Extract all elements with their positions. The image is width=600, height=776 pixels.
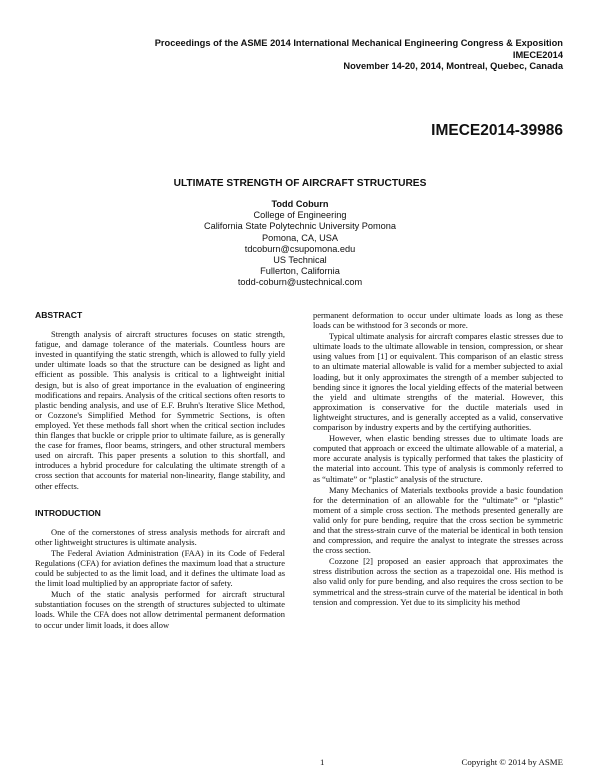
author-email-1: tdcoburn@csupomona.edu <box>244 243 356 254</box>
proceedings-line-3: November 14-20, 2014, Montreal, Quebec, Canada <box>343 61 563 71</box>
abstract-heading: ABSTRACT <box>35 310 83 320</box>
paper-title: ULTIMATE STRENGTH OF AIRCRAFT STRUCTURES <box>173 178 427 189</box>
abstract-paragraph: Strength analysis of aircraft structures focuses on static strength, fatigue, and damage tolerance of the materials. Countless hours are invested in quantifying the static strength, which is allowed to fully yield under ultimate loads so that the structure can be designed as light and efficient as possible. This analysis is critical to a lightweight initial design, but is also of great importance in the evaluation of engineering modifications and repairs. Analysis of the critical sections often resorts to plastic bending analysis, and use of E.F. Bruhn's Iterative Slice Method, or Cozzone's Simplified Method for Symmetric Sections, is often employed. Yet these methods fall short when the critical section includes thin flanges that buckle or cripple prior to ultimate failure, as is generally the case for frames, floor beams, stringers, and other structural members used on aircraft. This paper presents a solution to this shortfall, and introduces a hybrid procedure for calculating the ultimate strength of a cross section that accounts for material non-linearity, flange stability, and other effects. <box>35 329 285 491</box>
page-number: 1 <box>320 757 325 767</box>
author-affiliation-1: College of Engineering <box>253 210 347 221</box>
proceedings-header <box>155 38 563 73</box>
paper-id: IMECE2014-39986 <box>431 122 563 139</box>
right-column <box>313 310 563 608</box>
author-affiliation-2: California State Polytechnic University Pomona <box>203 221 396 232</box>
left-column <box>35 310 285 631</box>
right-paragraph-2: However, when elastic bending stresses due to ultimate loads are computed that approach or exceed the ultimate allowable of a material, a more accurate analysis is typically performed that takes the plasticity of the material into account. This type of analysis is commonly referred to as “ultimate” or “plastic” analysis of the structure. <box>313 433 563 484</box>
author-email-2: todd-coburn@ustechnical.com <box>237 277 363 288</box>
introduction-heading: INTRODUCTION <box>35 507 101 518</box>
author-name: Todd Coburn <box>271 199 329 209</box>
author-affiliation-3: Pomona, CA, USA <box>261 232 339 243</box>
author-affiliation-4: US Technical <box>273 255 327 266</box>
proceedings-line-1: Proceedings of the ASME 2014 International Mechanical Engineering Congress & Exposition <box>154 38 563 48</box>
copyright-notice: Copyright © 2014 by ASME <box>461 757 563 767</box>
intro-paragraph-2: The Federal Aviation Administration (FAA) in its Code of Federal Regulations (CFA) for aviation defines the maximum load that a structure could be subjected to as the limit load, and it defines the ultimate load as the limit load multiplied by an appropriate factor of safety. <box>35 547 285 589</box>
author-block <box>0 199 600 289</box>
intro-paragraph-3: Much of the static analysis performed for aircraft structural substantiation focuses on the strength of structures subjected to ultimate loads. While the CFA does not allow detrimental permanent deformation to occur under limit loads, it does allow <box>35 589 285 630</box>
author-affiliation-5: Fullerton, California <box>260 266 340 277</box>
right-paragraph-1: Typical ultimate analysis for aircraft compares elastic stresses due to ultimate loads to the ultimate allowable in tension, compression, or shear using values from [1] or equivalent. This comparison of an elastic stress to an ultimate material allowable is valid for a member subjected to axial loading, but it only approximates the strength of a member subjected to bending since it ignores the local yielding effects of the material between the yield and ultimate strengths of the material. However, this approximation is conservative for the ductile materials used in lightweight structures, and is generally accepted as a valid, conservative comparison by industry experts and by the certifying authorities. <box>313 331 563 433</box>
right-paragraph-0: permanent deformation to occur under ultimate loads as long as these loads can be withstood for 3 seconds or more. <box>313 310 563 331</box>
right-paragraph-4: Cozzone [2] proposed an easier approach that approximates the stress distribution across the section as a trapezoidal one. His method is also valid only for pure bending, and also requires the cross section to be symmetrical and the stress-strain curve of the material be identical in both tension and compression. Yet due to its simplicity his method <box>313 556 563 607</box>
right-paragraph-3: Many Mechanics of Materials textbooks provide a basic foundation for the determination of an allowable for the “ultimate” or “plastic” moment of a simple cross section. The methods presented generally are valid only for pure bending, require that the cross section be symmetric and that the stress-strain curve of the material be identical in both tension and compression, and require the analyst to integrate the stresses across the cross section. <box>313 484 563 556</box>
proceedings-line-2: IMECE2014 <box>512 49 563 60</box>
intro-paragraph-1: One of the cornerstones of stress analysis methods for aircraft and other lightweight structures is ultimate analysis. <box>35 526 285 547</box>
